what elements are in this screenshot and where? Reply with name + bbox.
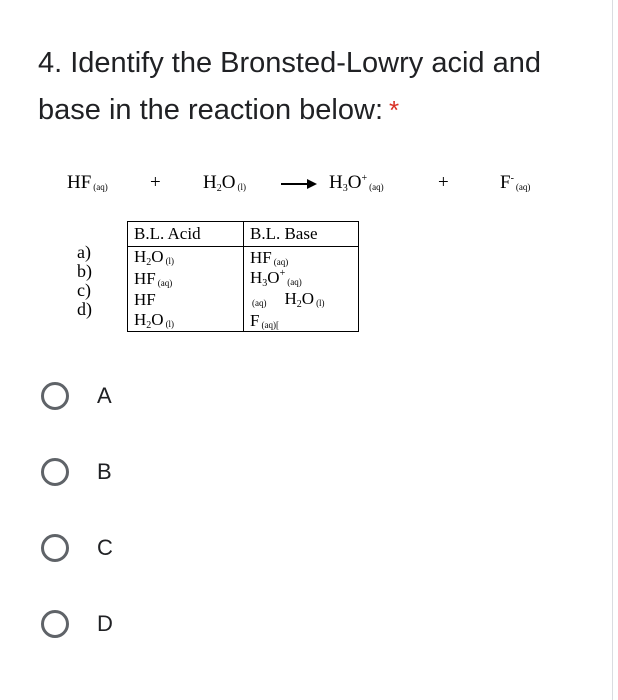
product-hydronium: $H_3O^+(aq)$ xyxy=(329,172,384,194)
option-d[interactable] xyxy=(41,604,241,644)
product-fluoride: F-(aq) xyxy=(500,172,531,193)
reactant-water: $H_2O$ (l) xyxy=(203,172,246,194)
option-label: C xyxy=(97,535,113,560)
table-row xyxy=(128,268,359,289)
table-row xyxy=(128,289,359,310)
required-marker: * xyxy=(389,95,400,125)
radio-button[interactable] xyxy=(41,458,69,486)
base-cell: HF (aq) xyxy=(244,247,359,269)
plus-sign: + xyxy=(150,172,161,193)
radio-button[interactable] xyxy=(41,382,69,410)
row-letter: b) xyxy=(77,261,92,281)
row-letter: a) xyxy=(77,242,91,262)
radio-button[interactable] xyxy=(41,610,69,638)
plus-sign-2: + xyxy=(438,172,449,193)
option-label: B xyxy=(97,459,112,484)
base-cell: $H_3O^+(aq)$ xyxy=(244,268,359,289)
table-row xyxy=(128,310,359,332)
row-letter: c) xyxy=(77,280,91,300)
acid-cell: HF (aq) xyxy=(128,268,244,289)
reaction-arrow-icon xyxy=(281,177,317,191)
header-base: B.L. Base xyxy=(244,222,359,247)
base-cell: (aq) $H_2O$ (l) xyxy=(244,289,359,310)
option-label: A xyxy=(97,383,112,408)
radio-button[interactable] xyxy=(41,534,69,562)
question-text: 4. Identify the Bronsted-Lowry acid and base in the reaction below: xyxy=(38,47,541,126)
table-row-letters xyxy=(77,243,92,319)
table-row xyxy=(128,247,359,269)
row-letter: d) xyxy=(77,299,92,319)
table-header-row xyxy=(128,222,359,247)
acid-cell: HF xyxy=(128,289,244,310)
option-a[interactable] xyxy=(41,376,241,416)
option-b[interactable] xyxy=(41,452,241,492)
option-c[interactable] xyxy=(41,528,241,568)
acid-base-table xyxy=(127,221,359,332)
reactant-hf: HF (aq) xyxy=(67,172,108,193)
acid-cell: $H_2O$ (l) xyxy=(128,310,244,332)
header-acid: B.L. Acid xyxy=(128,222,244,247)
base-cell: F (aq)[ xyxy=(244,310,359,332)
question-title xyxy=(38,40,598,134)
option-label: D xyxy=(97,611,113,636)
acid-cell: $H_2O$ (l) xyxy=(128,247,244,269)
